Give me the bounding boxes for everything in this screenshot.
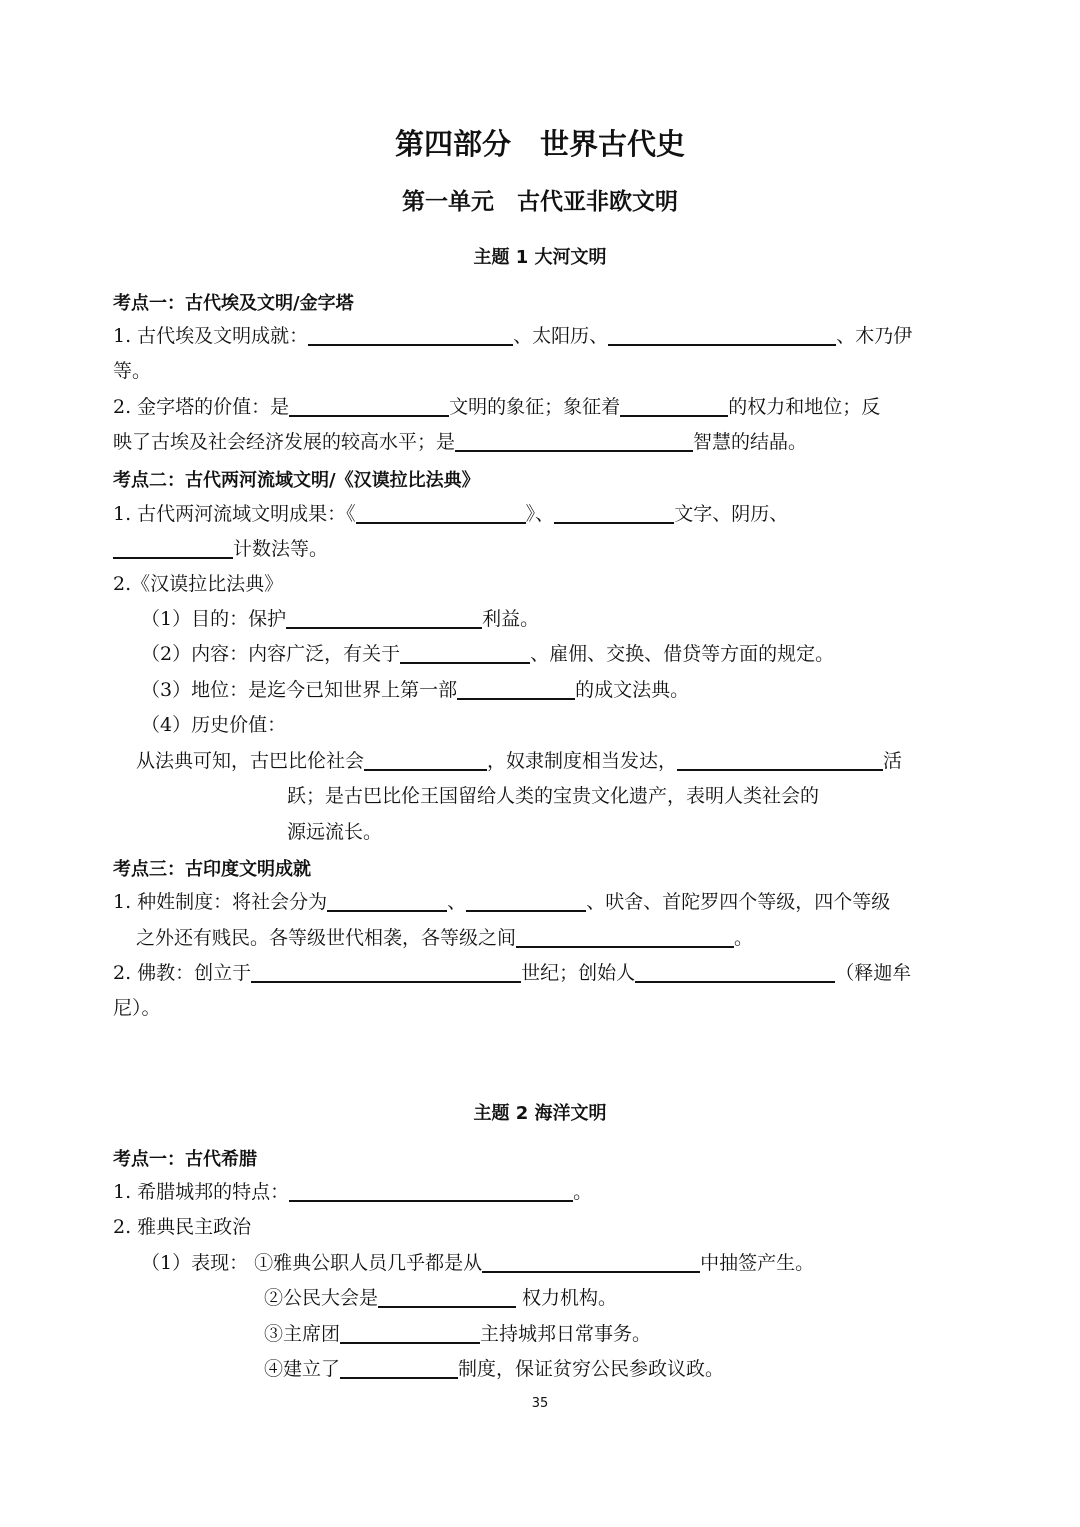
kd3-heading: 考点三：古印度文明成就 — [113, 859, 311, 880]
t1-kd1-q2 — [113, 395, 880, 419]
q-text: 、太阳历、 — [513, 325, 609, 347]
fill-blank[interactable] — [466, 890, 586, 912]
t2-kd1-s1 — [141, 1251, 814, 1275]
q-text: 1. 古代两河流域文明成果：《 — [113, 503, 356, 525]
fill-blank[interactable] — [620, 395, 728, 417]
q-text: 文字、阴历、 — [674, 503, 789, 525]
t1-kd2-s4b: 跃；是古巴比伦王国留给人类的宝贵文化遗产，表明人类社会的 — [287, 785, 820, 807]
q-text: 映了古埃及社会经济发展的较高水平；是 — [113, 431, 456, 453]
q-text: 2. 金字塔的价值：是 — [113, 396, 290, 418]
fill-blank[interactable] — [289, 395, 449, 417]
q-text: 计数法等。 — [233, 538, 329, 560]
fill-blank[interactable] — [340, 1322, 480, 1344]
q-text: 1. 古代埃及文明成就： — [113, 325, 309, 347]
q-text: ③主席团 — [264, 1323, 341, 1345]
q-text: ②公民大会是 — [264, 1287, 379, 1309]
topic2-title: 主题 2 海洋文明 — [473, 1103, 607, 1124]
q-text: 世纪；创始人 — [521, 962, 636, 984]
q-text: 1. 种姓制度：将社会分为 — [113, 891, 328, 913]
fill-blank[interactable] — [516, 926, 734, 948]
q-text: （释迦牟 — [835, 962, 912, 984]
q-text: 利益。 — [482, 608, 540, 630]
t2-kd1-q1 — [113, 1180, 592, 1204]
q-text: 1. 希腊城邦的特点： — [113, 1181, 290, 1203]
fill-blank[interactable] — [340, 1357, 458, 1379]
t1-kd1-q1-cont: 等。 — [113, 360, 152, 382]
fill-blank[interactable] — [378, 1286, 516, 1308]
t1-kd2-q1-cont — [113, 537, 328, 561]
t1-kd3-q1 — [113, 890, 890, 914]
t2-kd1-s2 — [264, 1286, 617, 1310]
kd2-heading: 考点二：古代两河流域文明/《汉谟拉比法典》 — [113, 470, 480, 491]
topic1-title: 主题 1 大河文明 — [473, 247, 607, 268]
q-text: 的成文法典。 — [575, 679, 690, 701]
q-text: 、木乃伊 — [836, 325, 913, 347]
q-text: ④建立了 — [264, 1358, 341, 1380]
fill-blank[interactable] — [400, 642, 530, 664]
fill-blank[interactable] — [457, 678, 575, 700]
q-text: 》、 — [525, 503, 555, 525]
t2-kd1-s3 — [264, 1322, 651, 1346]
t2-kd1-q2: 2. 雅典民主政治 — [113, 1216, 252, 1238]
q-text: 智慧的结晶。 — [693, 431, 808, 453]
fill-blank[interactable] — [482, 1251, 700, 1273]
t1-kd1-q2-cont — [113, 430, 807, 454]
t1-kd2-q1 — [113, 502, 788, 526]
q-text: 文明的象征；象征着 — [449, 396, 621, 418]
fill-blank[interactable] — [677, 749, 883, 771]
fill-blank[interactable] — [251, 961, 521, 983]
fill-blank[interactable] — [113, 537, 233, 559]
fill-blank[interactable] — [289, 1180, 573, 1202]
fill-blank[interactable] — [364, 749, 487, 771]
fill-blank[interactable] — [554, 502, 674, 524]
fill-blank[interactable] — [308, 324, 513, 346]
q-text: 2. 佛教：创立于 — [113, 962, 252, 984]
t1-kd2-s1 — [141, 607, 539, 631]
q-text: 、吠舍、首陀罗四个等级，四个等级 — [586, 891, 891, 913]
unit-title: 第一单元 古代亚非欧文明 — [402, 189, 678, 215]
t2-kd1-heading: 考点一：古代希腊 — [113, 1149, 257, 1170]
q-text: 的权力和地位；反 — [728, 396, 881, 418]
q-text: 。 — [573, 1181, 593, 1203]
t1-kd2-s4a — [136, 749, 902, 773]
q-text: 权力机构。 — [516, 1287, 618, 1309]
q-text: 活 — [883, 750, 903, 772]
q-text: （1）表现： ①雅典公职人员几乎都是从 — [141, 1252, 483, 1274]
q-text: 、 — [447, 891, 467, 913]
q-text: ，奴隶制度相当发达， — [487, 750, 678, 772]
fill-blank[interactable] — [608, 324, 836, 346]
q-text: 中抽签产生。 — [700, 1252, 815, 1274]
t1-kd3-q2 — [113, 961, 911, 985]
t1-kd2-s4c: 源远流长。 — [287, 821, 383, 843]
q-text: （1）目的：保护 — [141, 608, 287, 630]
t2-kd1-s4 — [264, 1357, 724, 1381]
part-title: 第四部分 世界古代史 — [394, 127, 685, 161]
q-text: 之外还有贱民。各等级世代相袭，各等级之间 — [136, 927, 517, 949]
page-number: 35 — [531, 1396, 549, 1411]
t1-kd2-s3 — [141, 678, 689, 702]
q-text: 、雇佣、交换、借贷等方面的规定。 — [530, 643, 835, 665]
fill-blank[interactable] — [455, 430, 693, 452]
fill-blank[interactable] — [327, 890, 447, 912]
kd1-heading: 考点一：古代埃及文明/金字塔 — [113, 293, 354, 314]
t1-kd3-q2-cont: 尼）。 — [113, 997, 161, 1019]
t1-kd2-s4: （4）历史价值： — [141, 714, 287, 736]
fill-blank[interactable] — [635, 961, 835, 983]
q-text: 从法典可知，古巴比伦社会 — [136, 750, 365, 772]
t1-kd2-q2: 2.《汉谟拉比法典》 — [113, 573, 284, 595]
q-text: （2）内容：内容广泛，有关于 — [141, 643, 401, 665]
t1-kd3-q1-cont — [136, 926, 753, 950]
q-text: 。 — [734, 927, 754, 949]
q-text: 主持城邦日常事务。 — [480, 1323, 652, 1345]
fill-blank[interactable] — [286, 607, 482, 629]
fill-blank[interactable] — [356, 502, 526, 524]
t1-kd1-q1 — [113, 324, 912, 348]
q-text: 制度，保证贫穷公民参政议政。 — [458, 1358, 725, 1380]
t1-kd2-s2 — [141, 642, 834, 666]
q-text: （3）地位：是迄今已知世界上第一部 — [141, 679, 458, 701]
